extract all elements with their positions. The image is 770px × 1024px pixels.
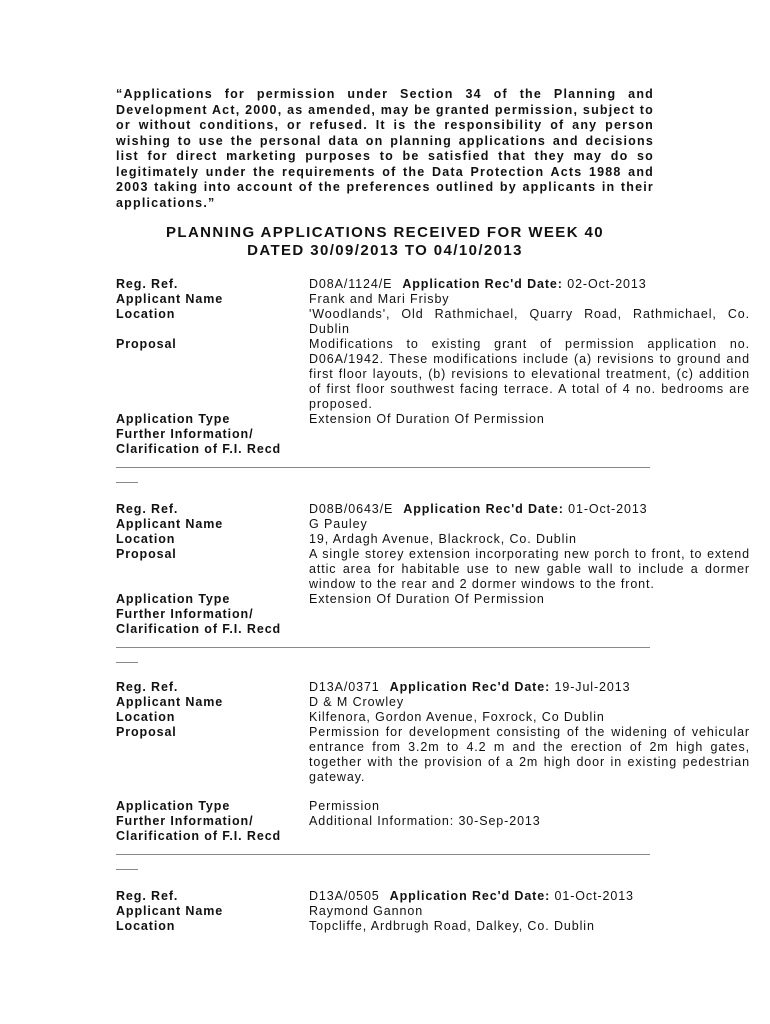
recd-date-value: 01-Oct-2013: [568, 502, 648, 516]
proposal-value: Permission for development consisting of the widening of vehicular entrance from 3.2m to 4.2 m and the erection of 2m high gates, together with the provision of a 2m high door in existing pedestrian gateway.: [309, 725, 750, 784]
applicant-name-value: D & M Crowley: [309, 695, 405, 709]
applicant-name-value: Raymond Gannon: [309, 904, 424, 918]
location-label: Location: [116, 307, 176, 321]
application-type-label: Application Type: [116, 592, 231, 606]
location-label: Location: [116, 919, 176, 933]
location-value: Kilfenora, Gordon Avenue, Foxrock, Co Dublin: [309, 710, 605, 724]
applicant-name-label: Applicant Name: [116, 517, 224, 531]
application-type-label: Application Type: [116, 412, 231, 426]
clarification-label: Clarification of F.I. Recd: [116, 829, 282, 843]
recd-date-label: Application Rec'd Date:: [389, 680, 551, 694]
reg-ref-label: Reg. Ref.: [116, 502, 179, 516]
clarification-label: Clarification of F.I. Recd: [116, 622, 282, 636]
further-info-label: Further Information/: [116, 607, 254, 621]
further-info-label: Further Information/: [116, 814, 254, 828]
applicant-name-label: Applicant Name: [116, 292, 224, 306]
record-divider-tail: [116, 662, 138, 663]
reg-ref-value: D08A/1124/E: [309, 277, 393, 291]
application-type-value: Permission: [309, 799, 380, 813]
record-divider: [116, 647, 650, 648]
record-divider-tail: [116, 482, 138, 483]
proposal-value: Modifications to existing grant of permission application no. D06A/1942. These modifications include (a) revisions to ground and first floor layouts, (b) revisions to elevational treatment, (c) addition of first floor southwest facing terrace. A total of 4 no. bedrooms are proposed.: [309, 337, 750, 411]
applicant-name-value: G Pauley: [309, 517, 368, 531]
further-info-value: [309, 607, 750, 622]
application-record: [116, 502, 750, 663]
recd-date-label: Application Rec'd Date:: [402, 277, 563, 291]
further-info-value: Additional Information: 30-Sep-2013: [309, 814, 541, 828]
data-protection-notice: “Applications for permission under Section 34 of the Planning and Development Act, 2000, as amended, may be granted permission, subject to or without conditions, or refused. It is the responsibility of any person wishing to use the personal data on planning applications and decisions list for direct marketing purposes to be satisfied that they may do so legitimately under the requirements of the Data Protection Acts 1988 and 2003 taking into account of the preferences outlined by applicants in their applications.”: [116, 87, 654, 210]
reg-ref-value: D08B/0643/E: [309, 502, 394, 516]
recd-date-label: Application Rec'd Date:: [403, 502, 564, 516]
location-label: Location: [116, 710, 176, 724]
record-divider-tail: [116, 869, 138, 870]
recd-date-value: 02-Oct-2013: [567, 277, 647, 291]
proposal-label: Proposal: [116, 337, 177, 351]
recd-date-value: 01-Oct-2013: [554, 889, 634, 903]
applicant-name-label: Applicant Name: [116, 695, 224, 709]
application-record: [116, 277, 750, 483]
reg-ref-value: D13A/0371: [309, 680, 380, 694]
proposal-value: A single storey extension incorporating new porch to front, to extend attic area for habitable use to new gable wall to include a dormer window to the rear and 2 dormer windows to the front.: [309, 547, 750, 591]
record-divider: [116, 854, 650, 855]
reg-ref-value: D13A/0505: [309, 889, 380, 903]
application-type-value: Extension Of Duration Of Permission: [309, 592, 545, 606]
application-record: [116, 889, 750, 934]
location-label: Location: [116, 532, 176, 546]
proposal-label: Proposal: [116, 725, 177, 739]
location-value: 'Woodlands', Old Rathmichael, Quarry Road, Rathmichael, Co. Dublin: [309, 307, 750, 336]
location-value: 19, Ardagh Avenue, Blackrock, Co. Dublin: [309, 532, 577, 546]
applicant-name-value: Frank and Mari Frisby: [309, 292, 450, 306]
location-value: Topcliffe, Ardbrugh Road, Dalkey, Co. Dublin: [309, 919, 595, 933]
further-info-label: Further Information/: [116, 427, 254, 441]
application-record: [116, 680, 750, 870]
page-title: [116, 224, 654, 260]
title-line-1: PLANNING APPLICATIONS RECEIVED FOR WEEK 40: [165, 224, 604, 241]
applicant-name-label: Applicant Name: [116, 904, 224, 918]
application-type-label: Application Type: [116, 799, 231, 813]
reg-ref-label: Reg. Ref.: [116, 889, 179, 903]
record-divider: [116, 467, 650, 468]
recd-date-value: 19-Jul-2013: [554, 680, 631, 694]
title-line-2: DATED 30/09/2013 TO 04/10/2013: [247, 242, 523, 259]
clarification-label: Clarification of F.I. Recd: [116, 442, 282, 456]
reg-ref-label: Reg. Ref.: [116, 680, 179, 694]
proposal-label: Proposal: [116, 547, 177, 561]
further-info-value: [309, 427, 750, 442]
recd-date-label: Application Rec'd Date:: [389, 889, 551, 903]
application-type-value: Extension Of Duration Of Permission: [309, 412, 545, 426]
reg-ref-label: Reg. Ref.: [116, 277, 179, 291]
